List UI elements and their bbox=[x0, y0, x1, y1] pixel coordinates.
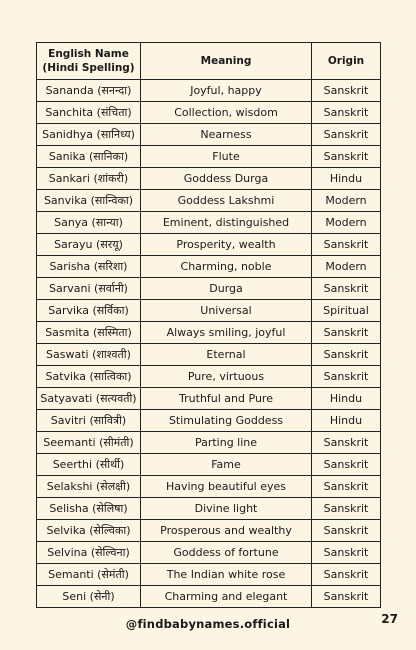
table-row bbox=[37, 344, 381, 366]
cell-origin: Hindu bbox=[312, 168, 381, 190]
cell-meaning: The Indian white rose bbox=[141, 564, 312, 586]
cell-meaning: Prosperous and wealthy bbox=[141, 520, 312, 542]
cell-meaning: Nearness bbox=[141, 124, 312, 146]
cell-origin: Sanskrit bbox=[312, 366, 381, 388]
cell-origin: Modern bbox=[312, 190, 381, 212]
footer-social-handle: @findbabynames.official bbox=[125, 617, 291, 631]
cell-name: Sanidhya (सानिध्य) bbox=[37, 124, 141, 146]
cell-meaning: Divine light bbox=[141, 498, 312, 520]
cell-meaning: Fame bbox=[141, 454, 312, 476]
cell-meaning: Prosperity, wealth bbox=[141, 234, 312, 256]
cell-origin: Modern bbox=[312, 256, 381, 278]
cell-meaning: Goddess Lakshmi bbox=[141, 190, 312, 212]
cell-origin: Sanskrit bbox=[312, 322, 381, 344]
cell-origin: Sanskrit bbox=[312, 454, 381, 476]
cell-meaning: Pure, virtuous bbox=[141, 366, 312, 388]
cell-origin: Modern bbox=[312, 212, 381, 234]
table-row bbox=[37, 300, 381, 322]
cell-name: Sarvika (सर्विका) bbox=[37, 300, 141, 322]
cell-meaning: Joyful, happy bbox=[141, 80, 312, 102]
cell-meaning: Goddess Durga bbox=[141, 168, 312, 190]
table-row bbox=[37, 366, 381, 388]
cell-meaning: Parting line bbox=[141, 432, 312, 454]
cell-meaning: Always smiling, joyful bbox=[141, 322, 312, 344]
cell-name: Sarisha (सरिशा) bbox=[37, 256, 141, 278]
cell-meaning: Stimulating Goddess bbox=[141, 410, 312, 432]
cell-origin: Hindu bbox=[312, 410, 381, 432]
cell-origin: Spiritual bbox=[312, 300, 381, 322]
cell-name: Selakshi (सेलक्षी) bbox=[37, 476, 141, 498]
cell-meaning: Charming and elegant bbox=[141, 586, 312, 608]
table-row bbox=[37, 520, 381, 542]
page-number: 27 bbox=[381, 612, 398, 626]
cell-origin: Sanskrit bbox=[312, 146, 381, 168]
table-header-row bbox=[37, 43, 381, 80]
cell-origin: Sanskrit bbox=[312, 102, 381, 124]
cell-name: Savitri (सावित्री) bbox=[37, 410, 141, 432]
cell-origin: Sanskrit bbox=[312, 80, 381, 102]
cell-name: Selvika (सेल्विका) bbox=[37, 520, 141, 542]
cell-name: Sankari (शांकरी) bbox=[37, 168, 141, 190]
cell-name: Seemanti (सीमंती) bbox=[37, 432, 141, 454]
cell-meaning: Goddess of fortune bbox=[141, 542, 312, 564]
table-row bbox=[37, 410, 381, 432]
table-row bbox=[37, 586, 381, 608]
cell-meaning: Collection, wisdom bbox=[141, 102, 312, 124]
cell-name: Sarvani (सर्वानी) bbox=[37, 278, 141, 300]
table-row bbox=[37, 190, 381, 212]
table-row bbox=[37, 168, 381, 190]
table-row bbox=[37, 322, 381, 344]
header-meaning: Meaning bbox=[141, 43, 312, 80]
baby-names-table bbox=[36, 42, 381, 608]
cell-name: Selvina (सेल्विना) bbox=[37, 542, 141, 564]
cell-origin: Sanskrit bbox=[312, 124, 381, 146]
cell-origin: Sanskrit bbox=[312, 520, 381, 542]
cell-name: Sanvika (सान्विका) bbox=[37, 190, 141, 212]
cell-name: Selisha (सेलिषा) bbox=[37, 498, 141, 520]
cell-name: Sananda (सनन्दा) bbox=[37, 80, 141, 102]
header-origin: Origin bbox=[312, 43, 381, 80]
cell-origin: Sanskrit bbox=[312, 476, 381, 498]
cell-origin: Sanskrit bbox=[312, 498, 381, 520]
table-body bbox=[37, 80, 381, 608]
cell-origin: Sanskrit bbox=[312, 564, 381, 586]
table-row bbox=[37, 80, 381, 102]
cell-name: Sanika (सानिका) bbox=[37, 146, 141, 168]
cell-origin: Sanskrit bbox=[312, 234, 381, 256]
table-row bbox=[37, 278, 381, 300]
cell-meaning: Eternal bbox=[141, 344, 312, 366]
cell-name: Sanchita (संचिता) bbox=[37, 102, 141, 124]
table-row bbox=[37, 124, 381, 146]
table-row bbox=[37, 454, 381, 476]
cell-name: Sasmita (सस्मिता) bbox=[37, 322, 141, 344]
table-row bbox=[37, 234, 381, 256]
cell-origin: Hindu bbox=[312, 388, 381, 410]
table-row bbox=[37, 212, 381, 234]
table-row bbox=[37, 564, 381, 586]
cell-origin: Sanskrit bbox=[312, 586, 381, 608]
cell-name: Seerthi (सीर्थी) bbox=[37, 454, 141, 476]
cell-origin: Sanskrit bbox=[312, 542, 381, 564]
table-row bbox=[37, 388, 381, 410]
cell-name: Semanti (सेमंती) bbox=[37, 564, 141, 586]
cell-name: Saswati (शाश्वती) bbox=[37, 344, 141, 366]
cell-meaning: Durga bbox=[141, 278, 312, 300]
cell-name: Sarayu (सरयू) bbox=[37, 234, 141, 256]
cell-meaning: Having beautiful eyes bbox=[141, 476, 312, 498]
table-row bbox=[37, 102, 381, 124]
header-name-line1: English Name bbox=[48, 48, 129, 60]
cell-name: Sanya (सान्या) bbox=[37, 212, 141, 234]
cell-meaning: Flute bbox=[141, 146, 312, 168]
cell-meaning: Universal bbox=[141, 300, 312, 322]
table-row bbox=[37, 498, 381, 520]
header-name-line2: (Hindi Spelling) bbox=[42, 62, 135, 74]
header-english-name bbox=[37, 43, 141, 80]
cell-meaning: Eminent, distinguished bbox=[141, 212, 312, 234]
cell-meaning: Truthful and Pure bbox=[141, 388, 312, 410]
cell-name: Satvika (सात्विका) bbox=[37, 366, 141, 388]
cell-origin: Sanskrit bbox=[312, 278, 381, 300]
cell-origin: Sanskrit bbox=[312, 344, 381, 366]
cell-name: Satyavati (सत्यवती) bbox=[37, 388, 141, 410]
cell-name: Seni (सेनी) bbox=[37, 586, 141, 608]
table-row bbox=[37, 146, 381, 168]
table-row bbox=[37, 432, 381, 454]
table-row bbox=[37, 256, 381, 278]
table-row bbox=[37, 476, 381, 498]
table-row bbox=[37, 542, 381, 564]
cell-meaning: Charming, noble bbox=[141, 256, 312, 278]
cell-origin: Sanskrit bbox=[312, 432, 381, 454]
